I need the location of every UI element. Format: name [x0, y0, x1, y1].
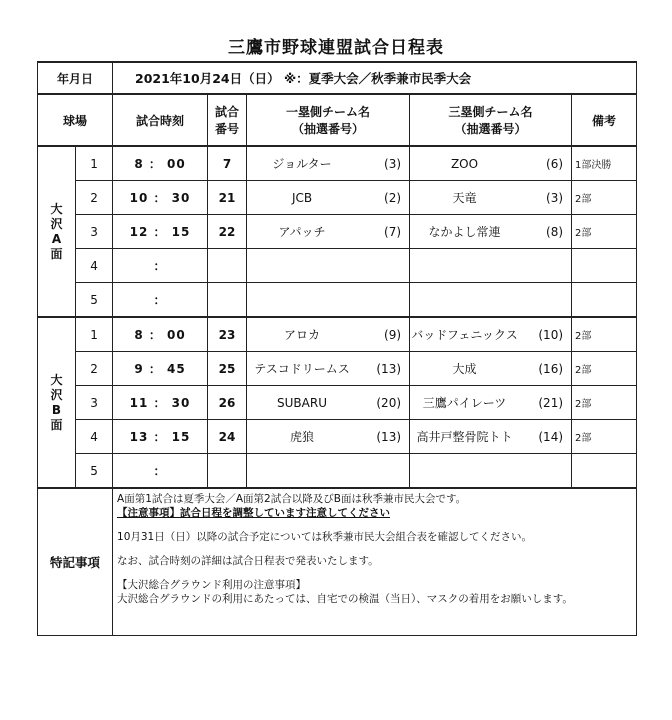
first-base-team — [247, 215, 410, 249]
draw-number: (3) — [546, 190, 564, 205]
header-first-base — [247, 94, 410, 146]
note-spacer — [117, 544, 632, 554]
date-row — [38, 62, 637, 94]
table-row — [38, 181, 637, 215]
draw-number: (21) — [538, 395, 564, 410]
table-row — [38, 420, 637, 454]
game-number — [208, 283, 247, 318]
first-base-team — [247, 181, 410, 215]
game-number: 25 — [208, 352, 247, 386]
game-time: 13 ： 15 — [113, 420, 208, 454]
draw-number: (13) — [376, 361, 402, 376]
first-base-team — [247, 317, 410, 352]
first-base-team — [247, 249, 410, 283]
header-third-base-line2: （抽選番号） — [454, 122, 527, 136]
header-first-base-line2: （抽選番号） — [292, 122, 365, 136]
remark — [572, 454, 637, 489]
first-base-team — [247, 283, 410, 318]
first-base-team — [247, 146, 410, 181]
notes-label: 特記事項 — [38, 488, 113, 636]
third-base-team — [410, 249, 572, 283]
note-line: 10月31日（日）以降の試合予定については秋季兼市民大会組合表を確認してください。 — [117, 531, 533, 543]
row-no: 5 — [76, 454, 113, 489]
row-no: 1 — [76, 317, 113, 352]
venue-b — [38, 317, 76, 488]
header-row — [38, 94, 637, 146]
venue-b-char: B — [51, 402, 62, 417]
game-time: 10 ： 30 — [113, 181, 208, 215]
team-name: 三鷹パイレーツ — [422, 396, 507, 410]
table-row — [38, 454, 637, 489]
table-row — [38, 386, 637, 420]
team-name: 虎狼 — [290, 430, 315, 444]
header-third-base-line1: 三塁側チーム名 — [448, 105, 533, 119]
game-number: 23 — [208, 317, 247, 352]
note-line: 【大沢総合グラウンド利用の注意事項】 — [117, 579, 307, 591]
venue-b-char: 沢 — [50, 387, 63, 402]
date-label: 年月日 — [38, 62, 113, 94]
header-game-no-line2: 番号 — [215, 122, 240, 136]
remark: 2部 — [572, 352, 637, 386]
third-base-team — [410, 181, 572, 215]
game-number — [208, 454, 247, 489]
venue-a — [38, 146, 76, 317]
remark: 2部 — [572, 317, 637, 352]
venue-a-char: 沢 — [50, 216, 63, 231]
game-time: 11 ： 30 — [113, 386, 208, 420]
remark: 2部 — [572, 386, 637, 420]
date-value: 2021年10月24日（日） ※：夏季大会／秋季兼市民季大会 — [113, 62, 637, 94]
venue-b-char: 大 — [50, 372, 63, 387]
game-number: 21 — [208, 181, 247, 215]
team-name — [247, 283, 357, 316]
schedule-table — [37, 61, 637, 636]
remark — [572, 249, 637, 283]
note-line: なお、試合時刻の詳細は試合日程表で発表いたします。 — [117, 555, 379, 567]
table-row — [38, 215, 637, 249]
page-title: 三鷹市野球連盟試合日程表 — [228, 38, 444, 58]
venue-a-char: 面 — [50, 246, 63, 261]
team-name — [247, 454, 357, 487]
note-line: A面第1試合は夏季大会／A面第2試合以降及びB面は秋季兼市民大会です。 — [117, 493, 467, 505]
game-time: ： — [113, 249, 208, 283]
first-base-team — [247, 420, 410, 454]
row-no: 1 — [76, 146, 113, 181]
remark: 1部決勝 — [572, 146, 637, 181]
third-base-team — [410, 420, 572, 454]
header-game-no — [208, 94, 247, 146]
note-spacer — [117, 520, 632, 530]
draw-number: (9) — [384, 327, 402, 342]
table-row — [38, 352, 637, 386]
game-time: ： — [113, 454, 208, 489]
game-time: 12 ： 15 — [113, 215, 208, 249]
team-name: SUBARU — [277, 395, 327, 410]
remark: 2部 — [572, 420, 637, 454]
game-time: 8 ： 00 — [113, 317, 208, 352]
team-name: 大成 — [452, 362, 477, 376]
game-number: 22 — [208, 215, 247, 249]
team-name — [410, 283, 519, 316]
game-number: 26 — [208, 386, 247, 420]
third-base-team — [410, 283, 572, 318]
game-number — [208, 249, 247, 283]
table-row — [38, 317, 637, 352]
third-base-team — [410, 317, 572, 352]
row-no: 2 — [76, 181, 113, 215]
venue-b-char: 面 — [50, 417, 63, 432]
third-base-team — [410, 454, 572, 489]
team-name: なかよし常連 — [428, 225, 501, 239]
row-no: 2 — [76, 352, 113, 386]
team-name — [247, 249, 357, 282]
row-no: 4 — [76, 420, 113, 454]
third-base-team — [410, 386, 572, 420]
team-name — [410, 249, 519, 282]
notes-row — [38, 488, 637, 636]
team-name: 高井戸整骨院トト — [416, 430, 513, 444]
game-time: 8 ： 00 — [113, 146, 208, 181]
team-name: バッドフェニックス — [411, 328, 518, 342]
game-time: ： — [113, 283, 208, 318]
draw-number: (8) — [546, 224, 564, 239]
draw-number: (10) — [538, 327, 564, 342]
third-base-team — [410, 146, 572, 181]
header-game-no-line1: 試合 — [215, 105, 240, 119]
first-base-team — [247, 386, 410, 420]
draw-number: (3) — [384, 156, 402, 171]
first-base-team — [247, 352, 410, 386]
row-no: 3 — [76, 215, 113, 249]
table-row — [38, 146, 637, 181]
row-no: 4 — [76, 249, 113, 283]
draw-number: (2) — [384, 190, 402, 205]
team-name: ジョルター — [272, 157, 332, 171]
remark: 2部 — [572, 181, 637, 215]
remark: 2部 — [572, 215, 637, 249]
draw-number: (7) — [384, 224, 402, 239]
venue-a-char: 大 — [50, 201, 63, 216]
game-number: 7 — [208, 146, 247, 181]
draw-number: (16) — [538, 361, 564, 376]
table-row — [38, 249, 637, 283]
team-name — [410, 454, 519, 487]
header-first-base-line1: 一塁側チーム名 — [286, 105, 371, 119]
team-name: 天竜 — [452, 191, 477, 205]
draw-number: (20) — [376, 395, 402, 410]
note-line: 大沢総合グラウンドの利用にあたっては、自宅での検温（当日）、マスクの着用をお願いします。 — [117, 593, 573, 605]
draw-number: (14) — [538, 429, 564, 444]
team-name: アロカ — [284, 328, 321, 342]
notes-content — [113, 488, 637, 636]
team-name: テスコドリームス — [254, 362, 350, 376]
team-name: アパッチ — [278, 225, 326, 239]
draw-number: (6) — [546, 156, 564, 171]
third-base-team — [410, 352, 572, 386]
venue-a-char: A — [51, 231, 62, 246]
game-number: 24 — [208, 420, 247, 454]
team-name: JCB — [291, 190, 313, 205]
team-name: ZOO — [450, 156, 479, 171]
game-time: 9 ： 45 — [113, 352, 208, 386]
row-no: 5 — [76, 283, 113, 318]
row-no: 3 — [76, 386, 113, 420]
first-base-team — [247, 454, 410, 489]
table-row — [38, 283, 637, 318]
note-spacer — [117, 568, 632, 578]
header-remarks: 備考 — [572, 94, 637, 146]
header-third-base — [410, 94, 572, 146]
draw-number: (13) — [376, 429, 402, 444]
header-field: 球場 — [38, 94, 113, 146]
third-base-team — [410, 215, 572, 249]
remark — [572, 283, 637, 318]
header-time: 試合時刻 — [113, 94, 208, 146]
note-line: 【注意事項】試合日程を調整しています注意してください — [117, 507, 391, 519]
